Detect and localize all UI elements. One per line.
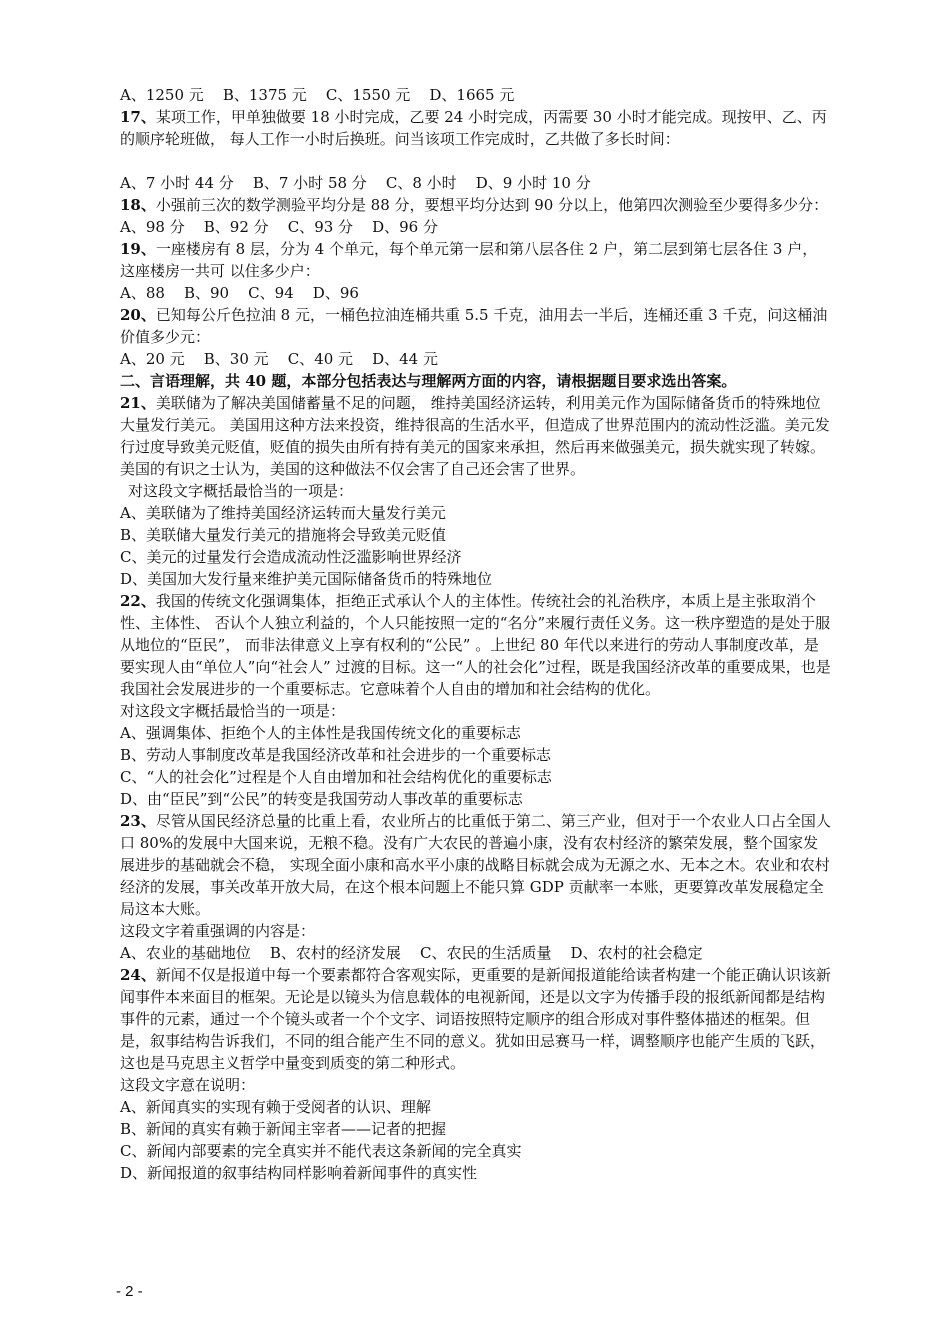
q16-options: A、1250 元 B、1375 元 C、1550 元 D、1665 元 [120, 86, 515, 104]
question-prompt: 对这段文字概括最恰当的一项是： [128, 482, 354, 500]
question-prompt: 这段文字意在说明： [120, 1076, 256, 1094]
spacer [120, 150, 832, 172]
question-text: 已知每公斤色拉油 8 元，一桶色拉油连桶共重 5.5 千克，油用去一半后，连桶还重 3 千克，问这桶油价值多少元： [120, 306, 828, 346]
question-number: 21、 [120, 394, 156, 412]
question-21 [120, 392, 832, 480]
option-a: A、新闻真实的实现有赖于受阅者的认识、理解 [120, 1098, 431, 1116]
question-prompt: 对这段文字概括最恰当的一项是： [120, 702, 346, 720]
q20-options: A、20 元 B、30 元 C、40 元 D、44 元 [120, 350, 438, 368]
q23-options: A、农业的基础地位 B、农村的经济发展 C、农民的生活质量 D、农村的社会稳定 [120, 944, 703, 962]
question-number: 24、 [120, 966, 156, 984]
option-d: D、美国加大发行量来维护美元国际储备货币的特殊地位 [120, 570, 493, 588]
section-heading: 二、言语理解，共 40 题，本部分包括表达与理解两方面的内容，请根据题目要求选出答案。 [120, 372, 737, 390]
q17-options: A、7 小时 44 分 B、7 小时 58 分 C、8 小时 D、9 小时 10 分 [120, 174, 591, 192]
question-number: 17、 [120, 108, 156, 126]
question-number: 18、 [120, 196, 156, 214]
page-content [120, 84, 832, 1184]
question-text: 美联储为了解决美国储蓄量不足的问题， 维持美国经济运转，利用美元作为国际储备货币的特殊地位大量发行美元。 美国用这种方法来投资，维持很高的生活水平，但造成了世界范围内的流动性泛滥。美元发行过度导致美元贬值，贬值的损失由所有持有美元的国家来承担，然后再来做强美元，损失就实现了转嫁。美国的有识之士认为，美国的这种做法不仅会害了自己还会害了世界。 [120, 394, 830, 478]
question-text: 一座楼房有 8 层，分为 4 个单元，每个单元第一层和第八层各住 2 户，第二层到第七层各住 3 户，这座楼房一共可 以住多少户： [120, 240, 818, 280]
option-c: C、新闻内部要素的完全真实并不能代表这条新闻的完全真实 [120, 1142, 522, 1160]
q19-options: A、88 B、90 C、94 D、96 [120, 284, 359, 302]
option-a: A、强调集体、拒绝个人的主体性是我国传统文化的重要标志 [120, 724, 521, 742]
option-c: C、美元的过量发行会造成流动性泛滥影响世界经济 [120, 548, 462, 566]
question-22 [120, 590, 832, 700]
question-prompt: 这段文字着重强调的内容是： [120, 922, 316, 940]
question-18 [120, 194, 832, 216]
question-text: 我国的传统文化强调集体，拒绝正式承认个人的主体性。传统社会的礼治秩序，本质上是主张取消个性、主体性、 否认个人独立利益的，个人只能按照一定的“名分”来履行责任义务。这一秩序塑造的是处于服从地位的“臣民”， 而非法律意义上享有权利的“公民” 。上世纪 80 年代以来进行的劳动人事制度改革，是要实现人由“单位人”向“社会人” 过渡的目标。这一“人的社会化”过程，既是我国经济改革的重要成果，也是我国社会发展进步的一个重要标志。它意味着个人自由的增加和社会结构的优化。 [120, 592, 831, 698]
question-number: 20、 [120, 306, 156, 324]
question-19 [120, 238, 832, 282]
option-c: C、“人的社会化”过程是个人自由增加和社会结构优化的重要标志 [120, 768, 552, 786]
question-number: 22、 [120, 592, 156, 610]
option-b: B、劳动人事制度改革是我国经济改革和社会进步的一个重要标志 [120, 746, 552, 764]
page-number: - 2 - [116, 1283, 143, 1300]
option-d: D、新闻报道的叙事结构同样影响着新闻事件的真实性 [120, 1164, 478, 1182]
question-number: 23、 [120, 812, 156, 830]
question-text: 小强前三次的数学测验平均分是 88 分，要想平均分达到 90 分以上，他第四次测验至少要得多少分： [155, 196, 829, 214]
question-20 [120, 304, 832, 348]
option-d: D、由“臣民”到“公民”的转变是我国劳动人事改革的重要标志 [120, 790, 523, 808]
option-b: B、新闻的真实有赖于新闻主宰者——记者的把握 [120, 1120, 447, 1138]
question-24 [120, 964, 832, 1074]
q18-options: A、98 分 B、92 分 C、93 分 D、96 分 [120, 218, 438, 236]
question-number: 19、 [120, 240, 156, 258]
question-text: 新闻不仅是报道中每一个要素都符合客观实际，更重要的是新闻报道能给读者构建一个能正确认识该新闻事件本来面目的框架。无论是以镜头为信息载体的电视新闻，还是以文字为传播手段的报纸新闻都是结构事件的元素，通过一个个镜头或者一个个文字、词语按照特定顺序的组合形成对事件整体描述的框架。但是，叙事结构告诉我们，不同的组合能产生不同的意义。犹如田忌赛马一样，调整顺序也能产生质的飞跃，这也是马克思主义哲学中量变到质变的第二种形式。 [120, 966, 831, 1072]
question-text: 尽管从国民经济总量的比重上看，农业所占的比重低于第二、第三产业，但对于一个农业人口占全国人口 80%的发展中大国来说，无粮不稳。没有广大农民的普遍小康，没有农村经济的繁荣发展，整个国家发展进步的基础就会不稳， 实现全面小康和高水平小康的战略目标就会成为无源之水、无本之木。农业和农村经济的发展，事关改革开放大局，在这个根本问题上不能只算 GDP 贡献率一本账，更要算改革发展稳定全局这本大账。 [120, 812, 831, 918]
question-text: 某项工作，甲单独做要 18 小时完成，乙要 24 小时完成，丙需要 30 小时才能完成。现按甲、乙、丙的顺序轮班做， 每人工作一小时后换班。问当该项工作完成时，乙共做了多长时间： [120, 108, 827, 148]
question-23 [120, 810, 832, 920]
question-17 [120, 106, 832, 150]
option-a: A、美联储为了维持美国经济运转而大量发行美元 [120, 504, 446, 522]
option-b: B、美联储大量发行美元的措施将会导致美元贬值 [120, 526, 447, 544]
